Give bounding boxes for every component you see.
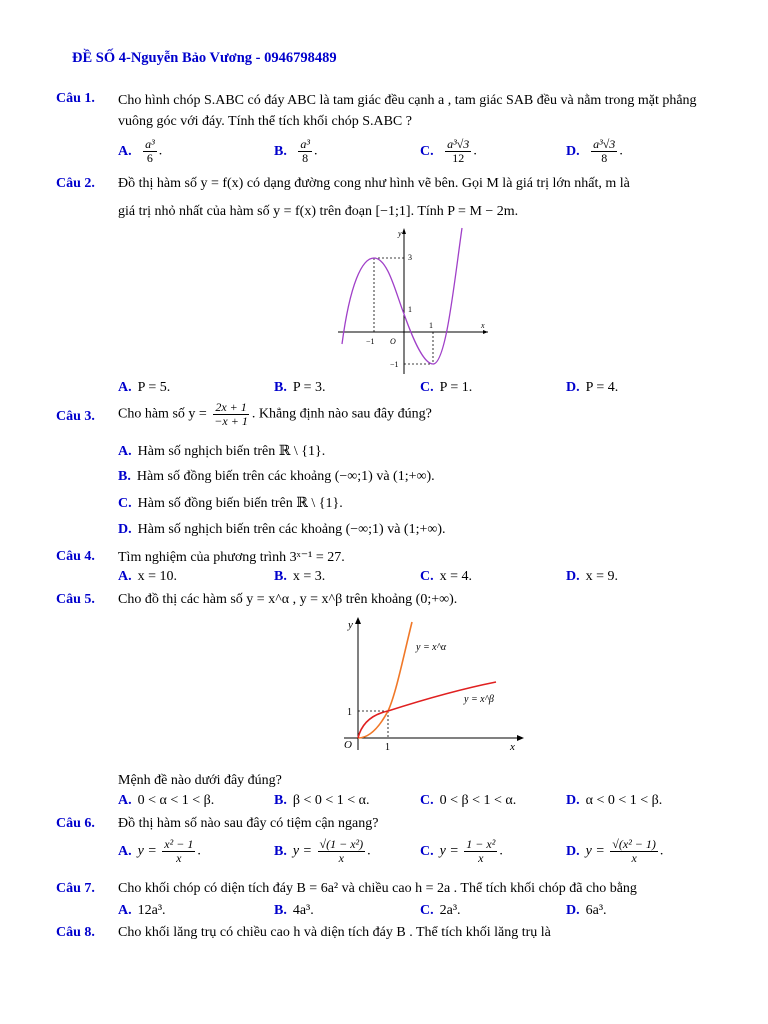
y-axis-label: y <box>348 619 353 631</box>
question-number: Câu 4. <box>56 549 95 564</box>
alpha-curve <box>358 622 412 738</box>
beta-label: y = x^β <box>464 694 494 705</box>
option-a[interactable]: A. 12a³. <box>118 903 166 918</box>
tick-label: −1 <box>390 360 399 369</box>
option-b[interactable]: B. $\frac{\text{a³}}{8}$ . <box>274 137 318 165</box>
option-a[interactable]: A. P = 5. <box>118 380 171 395</box>
option-a[interactable]: A. x = 10. <box>118 569 178 584</box>
option-c[interactable]: C. x = 4. <box>420 569 473 584</box>
option-c[interactable]: C. P = 1. <box>420 380 473 395</box>
x-axis-label: x <box>510 741 515 753</box>
origin-label: O <box>344 739 352 751</box>
option-a[interactable]: A. y = $\frac{\text{x² − 1}}{x}$ . <box>118 837 201 865</box>
question-number: Câu 2. <box>56 176 95 191</box>
question-text: Cho đồ thị các hàm số y = x^α , y = x^β trên khoảng (0;+∞). <box>118 592 458 607</box>
option-c[interactable]: C. Hàm số đồng biến biến trên ℝ \ {1}. <box>118 496 343 511</box>
origin-label: O <box>390 337 396 346</box>
cubic-graph <box>338 224 498 380</box>
option-c[interactable]: C. $\frac{\text{a³√3}}{12}$ . <box>420 137 477 165</box>
tick-label: −1 <box>366 337 375 346</box>
question-text: Cho hình chóp S.ABC có đáy ABC là tam giác đều cạnh a , tam giác SAB đều và nằm trong mặt phẳng vuông góc với đáy. Tính thể tích khối chóp S.ABC ? <box>118 93 697 129</box>
tick-label: 1 <box>385 742 390 753</box>
y-axis-label: y <box>398 229 402 238</box>
option-a[interactable]: A. $\frac{\text{a³}}{6}$ . <box>118 137 163 165</box>
option-d[interactable]: D. α < 0 < 1 < β. <box>566 793 663 808</box>
page-header: ĐỀ SỐ 4-Nguyễn Bảo Vương - 0946798489 <box>72 50 337 66</box>
alpha-label: y = x^α <box>416 642 447 653</box>
function-curve <box>342 228 462 364</box>
option-d[interactable]: D. x = 9. <box>566 569 619 584</box>
question-text-line-1: Đồ thị hàm số y = f(x) có dạng đường cong như hình vẽ bên. Gọi M là giá trị lớn nhất, m là <box>118 176 630 191</box>
power-functions-graph <box>336 614 526 754</box>
option-b[interactable]: B. x = 3. <box>274 569 326 584</box>
option-d[interactable]: D. Hàm số nghịch biến trên các khoảng (−∞;1) và (1;+∞). <box>118 522 446 537</box>
question-text: Cho khối chóp có diện tích đáy B = 6a² và chiều cao h = 2a . Thể tích khối chóp đã cho bằng <box>118 881 637 896</box>
x-axis-label: x <box>481 321 485 330</box>
question-prompt: Mệnh đề nào dưới đây đúng? <box>118 773 282 788</box>
option-b[interactable]: B. Hàm số đồng biến trên các khoảng (−∞;1) và (1;+∞). <box>118 469 435 484</box>
question-number: Câu 5. <box>56 592 95 607</box>
question-text: Tìm nghiệm của phương trình 3ˣ⁻¹ = 27. <box>118 550 345 565</box>
option-c[interactable]: C. y = $\frac{\text{1 − x²}}{x}$ . <box>420 837 503 865</box>
tick-label: 1 <box>429 321 433 330</box>
option-b[interactable]: B. β < 0 < 1 < α. <box>274 793 370 808</box>
question-text: Đồ thị hàm số nào sau đây có tiệm cận ngang? <box>118 816 379 831</box>
option-b[interactable]: B. y = $\frac{\text{√(1 − x²)}}{x}$ . <box>274 837 371 865</box>
question-number: Câu 8. <box>56 925 95 940</box>
question-text: Cho khối lăng trụ có chiều cao h và diện tích đáy B . Thể tích khối lăng trụ là <box>118 925 551 940</box>
option-letter: A. <box>118 143 132 159</box>
option-d[interactable]: D. y = $\frac{\text{√(x² − 1)}}{x}$ . <box>566 837 664 865</box>
option-b[interactable]: B. 4a³. <box>274 903 314 918</box>
question-number: Câu 6. <box>56 816 95 831</box>
question-number: Câu 1. <box>56 91 95 106</box>
option-d[interactable]: D. 6a³. <box>566 903 607 918</box>
beta-curve <box>358 682 496 738</box>
option-a[interactable]: A. 0 < α < 1 < β. <box>118 793 215 808</box>
option-c[interactable]: C. 0 < β < 1 < α. <box>420 793 517 808</box>
option-d[interactable]: D. P = 4. <box>566 380 619 395</box>
tick-label: 3 <box>408 253 412 262</box>
tick-label: 1 <box>347 707 352 718</box>
question-number: Câu 3. <box>56 409 95 424</box>
question-text: Cho hàm số y = $\frac{2x + 1}{-x + 1}$ . Khẳng định nào sau đây đúng? <box>118 400 432 428</box>
option-b[interactable]: B. P = 3. <box>274 380 326 395</box>
option-d[interactable]: D. $\frac{\text{a³√3}}{8}$ . <box>566 137 623 165</box>
option-a[interactable]: A. Hàm số nghịch biến trên ℝ \ {1}. <box>118 444 326 459</box>
option-c[interactable]: C. 2a³. <box>420 903 461 918</box>
question-text-line-2: giá trị nhỏ nhất của hàm số y = f(x) trên đoạn [−1;1]. Tính P = M − 2m. <box>118 204 519 219</box>
question-number: Câu 7. <box>56 881 95 896</box>
tick-label: 1 <box>408 305 412 314</box>
